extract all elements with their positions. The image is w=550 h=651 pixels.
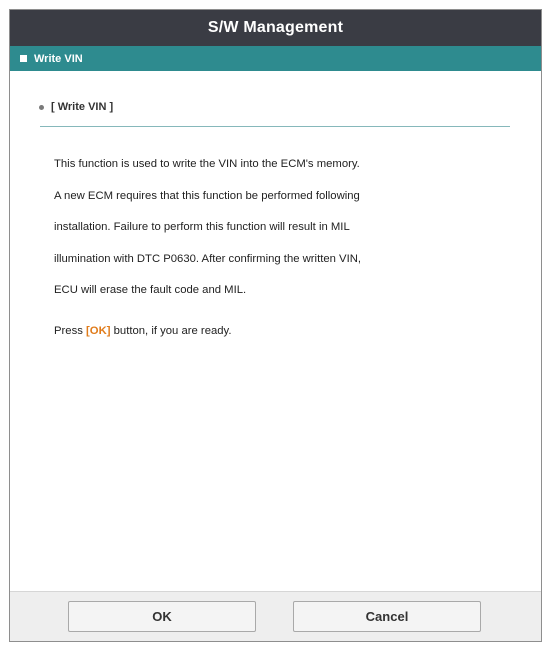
button-bar bbox=[10, 591, 541, 641]
cancel-button[interactable]: Cancel bbox=[293, 601, 481, 632]
press-ok-instruction bbox=[54, 325, 232, 337]
dialog-title-text: S/W Management bbox=[207, 19, 344, 36]
content-area bbox=[10, 71, 541, 591]
dialog-title bbox=[10, 10, 541, 46]
ok-button[interactable]: OK bbox=[68, 601, 256, 632]
description-line: installation. Failure to perform this function will result in MIL bbox=[54, 221, 350, 233]
bullet-dot-icon bbox=[39, 105, 44, 110]
sw-management-dialog bbox=[9, 9, 542, 642]
description-line: ECU will erase the fault code and MIL. bbox=[54, 284, 247, 296]
description-line: This function is used to write the VIN into the ECM's memory. bbox=[54, 158, 360, 170]
ok-highlight: [OK] bbox=[86, 325, 111, 337]
function-header-label: Write VIN bbox=[34, 52, 83, 65]
section-heading-text: [ Write VIN ] bbox=[51, 101, 114, 113]
function-header bbox=[10, 46, 541, 71]
square-bullet-icon bbox=[20, 55, 27, 62]
section-divider bbox=[40, 126, 510, 127]
description-line: A new ECM requires that this function be performed following bbox=[54, 189, 360, 202]
section-heading bbox=[39, 101, 113, 113]
press-prefix: Press bbox=[54, 325, 87, 337]
description-text bbox=[54, 149, 494, 307]
press-suffix: button, if you are ready. bbox=[110, 325, 232, 337]
description-line: illumination with DTC P0630. After confirming the written VIN, bbox=[54, 252, 362, 265]
